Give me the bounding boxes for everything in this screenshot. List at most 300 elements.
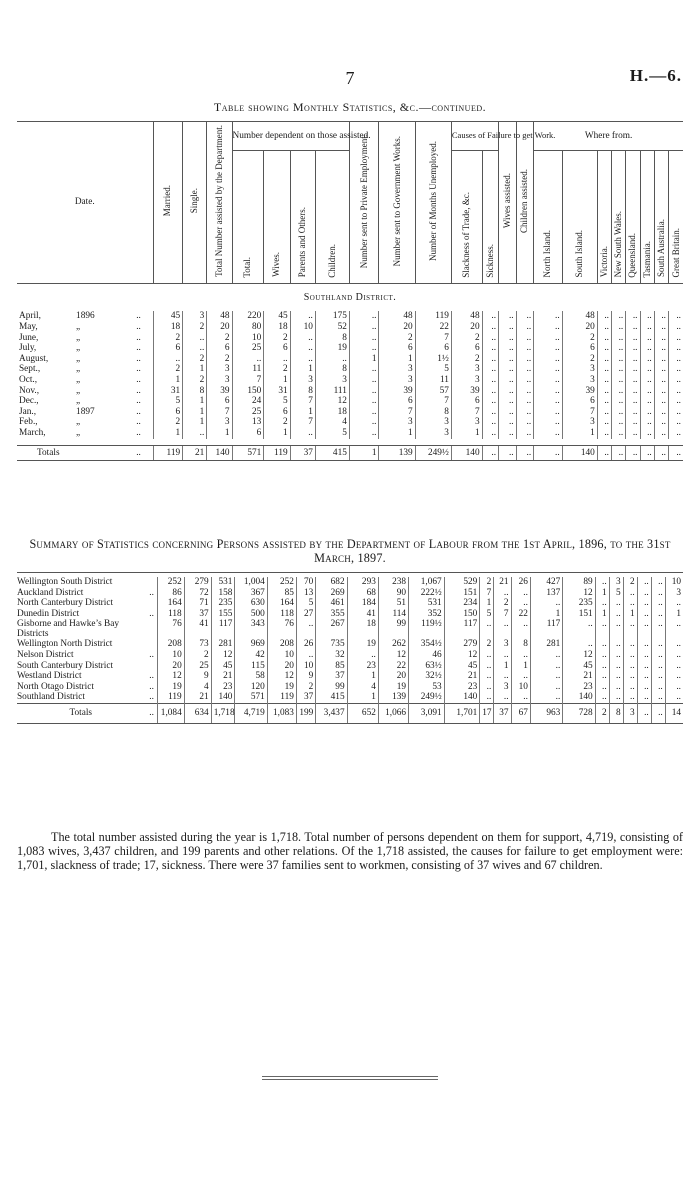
north-cell: .. bbox=[534, 407, 563, 418]
children-cell: 175 bbox=[315, 311, 349, 322]
gb-total-cell: 14 bbox=[665, 703, 683, 723]
table-row bbox=[17, 609, 683, 620]
total-total-cell: 571 bbox=[232, 445, 264, 461]
nsw-cell: .. bbox=[612, 364, 626, 375]
slackness-cell: 117 bbox=[444, 619, 480, 639]
single-cell: 21 bbox=[184, 692, 211, 703]
children-cell: 269 bbox=[316, 588, 347, 599]
wives_assisted-cell: 7 bbox=[494, 609, 511, 620]
parents-cell: .. bbox=[296, 650, 315, 661]
months-cell: 354½ bbox=[409, 639, 445, 650]
qld-cell: .. bbox=[626, 322, 640, 333]
north-cell: .. bbox=[534, 364, 563, 375]
south-cell: 151 bbox=[563, 609, 595, 620]
gb-cell: .. bbox=[669, 386, 683, 397]
private-cell: 1 bbox=[347, 692, 378, 703]
district-name-cell: Southland District bbox=[17, 692, 85, 703]
total-dependent-column-header: Total. bbox=[232, 150, 264, 283]
table-row bbox=[17, 639, 683, 650]
gb-cell: .. bbox=[665, 661, 683, 672]
tas-cell: .. bbox=[637, 598, 651, 609]
tas-cell: .. bbox=[637, 682, 651, 693]
government-cell: 2 bbox=[379, 333, 415, 344]
wives-cell: 164 bbox=[267, 598, 296, 609]
slackness-cell: 48 bbox=[451, 311, 482, 322]
month-cell: Sept., bbox=[19, 364, 41, 375]
government-cell: 20 bbox=[378, 671, 408, 682]
nsw-cell: .. bbox=[609, 682, 623, 693]
where-from-group-header: Where from. bbox=[534, 122, 683, 151]
private-cell: .. bbox=[349, 396, 379, 407]
north-cell: 117 bbox=[530, 619, 562, 639]
leader-dots: .. bbox=[149, 649, 154, 660]
sa-cell: .. bbox=[654, 407, 668, 418]
total-cell: 80 bbox=[232, 322, 264, 333]
parents-cell: 26 bbox=[296, 639, 315, 650]
district-name-cell: Westland District bbox=[17, 671, 82, 682]
parents-cell: 8 bbox=[290, 386, 315, 397]
gb-total-cell: .. bbox=[669, 445, 683, 461]
single-cell: .. bbox=[183, 333, 207, 344]
married-cell: 10 bbox=[157, 650, 184, 661]
children-cell: 267 bbox=[316, 619, 347, 639]
sickness-cell: .. bbox=[480, 671, 494, 682]
wives_assisted-cell: .. bbox=[494, 588, 511, 599]
sa-cell: .. bbox=[651, 588, 665, 599]
private-cell: 1 bbox=[349, 354, 379, 365]
single-total-cell: 634 bbox=[184, 703, 211, 723]
tas-cell: .. bbox=[640, 396, 654, 407]
parents-cell: 13 bbox=[296, 588, 315, 599]
wives-cell: 76 bbox=[267, 619, 296, 639]
slackness-cell: 23 bbox=[444, 682, 480, 693]
leader-dots: .. bbox=[149, 587, 154, 598]
nsw-cell: .. bbox=[609, 661, 623, 672]
married-cell: 2 bbox=[153, 417, 183, 428]
children_assisted-cell: .. bbox=[516, 343, 534, 354]
sickness-cell: 5 bbox=[480, 609, 494, 620]
south-cell: 235 bbox=[563, 598, 595, 609]
sa-cell: .. bbox=[651, 609, 665, 620]
single-cell: 1 bbox=[183, 364, 207, 375]
nsw-cell: .. bbox=[609, 609, 623, 620]
children-cell: 52 bbox=[315, 322, 349, 333]
children-cell: 3 bbox=[315, 375, 349, 386]
slackness-cell: 140 bbox=[444, 692, 480, 703]
children_assisted-cell: .. bbox=[516, 375, 534, 386]
total-cell: 1,004 bbox=[235, 577, 267, 588]
children_assisted-total-cell: 67 bbox=[511, 703, 530, 723]
south-cell: 2 bbox=[562, 333, 597, 344]
north-cell: .. bbox=[534, 354, 563, 365]
wives_assisted-cell: .. bbox=[499, 428, 517, 439]
total_assisted-cell: 531 bbox=[211, 577, 235, 588]
gb-cell: .. bbox=[669, 343, 683, 354]
single-cell: 1 bbox=[183, 417, 207, 428]
married-cell: 19 bbox=[157, 682, 184, 693]
qld-cell: .. bbox=[623, 619, 637, 639]
nsw-total-cell: .. bbox=[612, 445, 626, 461]
children-cell: 8 bbox=[315, 333, 349, 344]
north-cell: .. bbox=[534, 375, 563, 386]
south-cell: 89 bbox=[563, 577, 595, 588]
sa-cell: .. bbox=[651, 661, 665, 672]
married-cell: 18 bbox=[153, 322, 183, 333]
single-cell: 2 bbox=[184, 650, 211, 661]
single-column-header: Single. bbox=[183, 122, 207, 284]
gb-cell: .. bbox=[669, 322, 683, 333]
north-cell: .. bbox=[534, 396, 563, 407]
total-cell: 25 bbox=[232, 343, 264, 354]
slackness-cell: 151 bbox=[444, 588, 480, 599]
wives-cell: 85 bbox=[267, 588, 296, 599]
government-cell: 90 bbox=[378, 588, 408, 599]
year-cell: „ bbox=[76, 343, 81, 354]
children-total-cell: 3,437 bbox=[316, 703, 347, 723]
great-britain-column-header: Great Britain. bbox=[669, 150, 683, 283]
wives_assisted-cell: .. bbox=[499, 311, 517, 322]
sa-cell: .. bbox=[651, 682, 665, 693]
slackness-cell: 150 bbox=[444, 609, 480, 620]
summary-title: Summary of Statistics concerning Persons assisted by the Department of Labour from the 1st April, 1896, to the 31st March, 1897. bbox=[29, 537, 671, 565]
gb-cell: .. bbox=[665, 598, 683, 609]
sickness-cell: .. bbox=[480, 682, 494, 693]
single-cell: 41 bbox=[184, 619, 211, 639]
private-cell: .. bbox=[349, 375, 379, 386]
wives_assisted-cell: .. bbox=[499, 396, 517, 407]
vic-cell: .. bbox=[597, 407, 611, 418]
parents-cell: .. bbox=[290, 343, 315, 354]
gb-cell: 10 bbox=[665, 577, 683, 588]
sickness-cell: .. bbox=[482, 322, 498, 333]
parents-cell: 5 bbox=[296, 598, 315, 609]
tas-cell: .. bbox=[640, 364, 654, 375]
single-cell: 1 bbox=[183, 407, 207, 418]
table-row bbox=[17, 333, 683, 344]
months-cell: 3 bbox=[415, 417, 451, 428]
children-assisted-column-header: Children assisted. bbox=[516, 122, 534, 284]
table-row bbox=[17, 343, 683, 354]
sickness-cell: .. bbox=[480, 661, 494, 672]
south-cell: 23 bbox=[563, 682, 595, 693]
leader-dots: .. bbox=[136, 385, 141, 396]
children_assisted-cell: .. bbox=[516, 417, 534, 428]
vic-cell: .. bbox=[597, 417, 611, 428]
gb-cell: 1 bbox=[665, 609, 683, 620]
sickness-cell: .. bbox=[482, 396, 498, 407]
wives-column-header: Wives. bbox=[264, 150, 290, 283]
month-cell: Dec., bbox=[19, 396, 39, 407]
private-cell: .. bbox=[349, 322, 379, 333]
south-cell: 3 bbox=[562, 375, 597, 386]
private-cell: 19 bbox=[347, 639, 378, 650]
nsw-cell: .. bbox=[612, 311, 626, 322]
married-cell: 164 bbox=[157, 598, 184, 609]
sa-total-cell: .. bbox=[651, 703, 665, 723]
slackness-cell: 3 bbox=[451, 417, 482, 428]
children-cell: 19 bbox=[315, 343, 349, 354]
months-cell: 249½ bbox=[409, 692, 445, 703]
district-name-cell: Auckland District bbox=[17, 587, 84, 598]
nsw-cell: .. bbox=[612, 343, 626, 354]
nsw-cell: .. bbox=[612, 322, 626, 333]
single-cell: 71 bbox=[184, 598, 211, 609]
qld-cell: .. bbox=[626, 407, 640, 418]
nsw-cell: .. bbox=[612, 417, 626, 428]
victoria-column-header: Victoria. bbox=[597, 150, 611, 283]
single-cell: 72 bbox=[184, 588, 211, 599]
tas-cell: .. bbox=[637, 588, 651, 599]
slackness-cell: 234 bbox=[444, 598, 480, 609]
slackness-cell: 6 bbox=[451, 396, 482, 407]
wives_assisted-cell: .. bbox=[499, 375, 517, 386]
gb-cell: .. bbox=[669, 364, 683, 375]
gb-cell: .. bbox=[669, 417, 683, 428]
total-cell: 42 bbox=[235, 650, 267, 661]
single-cell: 73 bbox=[184, 639, 211, 650]
sa-cell: .. bbox=[651, 671, 665, 682]
qld-cell: .. bbox=[626, 375, 640, 386]
parents-cell: .. bbox=[290, 311, 315, 322]
slackness-cell: 2 bbox=[451, 354, 482, 365]
months-cell: 8 bbox=[415, 407, 451, 418]
nsw-cell: .. bbox=[612, 354, 626, 365]
sickness-cell: .. bbox=[482, 428, 498, 439]
parents-column-header: Parents and Others. bbox=[290, 150, 315, 283]
parents-cell: 1 bbox=[290, 364, 315, 375]
south-australia-column-header: South Australia. bbox=[654, 150, 668, 283]
gb-cell: .. bbox=[669, 354, 683, 365]
qld-cell: .. bbox=[623, 661, 637, 672]
tas-cell: .. bbox=[640, 407, 654, 418]
parents-cell: 27 bbox=[296, 609, 315, 620]
total-cell: 115 bbox=[235, 661, 267, 672]
vic-cell: .. bbox=[595, 671, 609, 682]
children-column-header: Children. bbox=[315, 150, 349, 283]
table-row bbox=[17, 682, 683, 693]
north-cell: .. bbox=[530, 661, 562, 672]
married-cell: .. bbox=[153, 354, 183, 365]
total-cell: 571 bbox=[235, 692, 267, 703]
total-cell: 343 bbox=[235, 619, 267, 639]
sa-cell: .. bbox=[654, 396, 668, 407]
year-cell: 1897 bbox=[76, 406, 95, 417]
date-column-header: Date. bbox=[17, 122, 153, 284]
month-cell: August, bbox=[19, 353, 49, 364]
single-cell: 279 bbox=[184, 577, 211, 588]
district-name-cell: Wellington North District bbox=[17, 639, 113, 650]
total_assisted-cell: 235 bbox=[211, 598, 235, 609]
table-row bbox=[17, 671, 683, 682]
married-cell: 2 bbox=[153, 364, 183, 375]
gb-cell: .. bbox=[665, 650, 683, 661]
qld-total-cell: 3 bbox=[623, 703, 637, 723]
table-row bbox=[17, 577, 683, 588]
total_assisted-cell: 3 bbox=[207, 417, 232, 428]
sickness-column-header: Sickness. bbox=[482, 150, 498, 283]
sa-cell: .. bbox=[651, 577, 665, 588]
wives_assisted-cell: .. bbox=[499, 386, 517, 397]
private-cell: .. bbox=[349, 343, 379, 354]
tas-cell: .. bbox=[637, 577, 651, 588]
parents-cell: 2 bbox=[296, 682, 315, 693]
total_assisted-cell: 12 bbox=[211, 650, 235, 661]
parents-cell: 70 bbox=[296, 577, 315, 588]
nsw-cell: .. bbox=[609, 598, 623, 609]
south-cell: 39 bbox=[562, 386, 597, 397]
leader-dots: .. bbox=[136, 375, 141, 385]
months-cell: 531 bbox=[409, 598, 445, 609]
qld-cell: .. bbox=[623, 588, 637, 599]
total_assisted-cell: 7 bbox=[207, 407, 232, 418]
total_assisted-cell: 281 bbox=[211, 639, 235, 650]
parents-cell: 7 bbox=[290, 396, 315, 407]
district-name-cell: Gisborne and Hawke’s Bay Districts bbox=[17, 619, 119, 640]
monthly-statistics-table bbox=[17, 121, 683, 461]
leader-dots: .. bbox=[125, 445, 154, 461]
months-cell: 6 bbox=[415, 343, 451, 354]
tas-total-cell: .. bbox=[637, 703, 651, 723]
vic-cell: 1 bbox=[595, 588, 609, 599]
children-cell: 32 bbox=[316, 650, 347, 661]
nsw-cell: .. bbox=[612, 386, 626, 397]
leader-dots bbox=[146, 639, 157, 650]
vic-cell: .. bbox=[595, 650, 609, 661]
parents-total-cell: 199 bbox=[296, 703, 315, 723]
months-cell: 119½ bbox=[409, 619, 445, 639]
government-cell: 139 bbox=[378, 692, 408, 703]
private-cell: .. bbox=[347, 650, 378, 661]
sa-cell: .. bbox=[654, 375, 668, 386]
single-cell: 3 bbox=[183, 311, 207, 322]
qld-cell: .. bbox=[623, 639, 637, 650]
children_assisted-cell: .. bbox=[516, 311, 534, 322]
total-cell: 150 bbox=[232, 386, 264, 397]
total-cell: 367 bbox=[235, 588, 267, 599]
south-total-cell: 140 bbox=[562, 445, 597, 461]
year-cell: „ bbox=[76, 353, 81, 364]
wives_assisted-total-cell: 37 bbox=[494, 703, 511, 723]
single-cell: 2 bbox=[183, 322, 207, 333]
total-cell: 7 bbox=[232, 375, 264, 386]
single-cell: 2 bbox=[183, 375, 207, 386]
children_assisted-cell: .. bbox=[511, 671, 530, 682]
government-cell: 6 bbox=[379, 396, 415, 407]
wives_assisted-cell: .. bbox=[494, 692, 511, 703]
married-cell: 12 bbox=[157, 671, 184, 682]
nsw-total-cell: 8 bbox=[609, 703, 623, 723]
wives-cell: 18 bbox=[264, 322, 290, 333]
wives-cell: 45 bbox=[264, 311, 290, 322]
government-cell: 51 bbox=[378, 598, 408, 609]
married-cell: 6 bbox=[153, 343, 183, 354]
table-row bbox=[17, 428, 683, 439]
sa-total-cell: .. bbox=[654, 445, 668, 461]
south-cell: 3 bbox=[562, 417, 597, 428]
married-cell: 2 bbox=[153, 333, 183, 344]
table-row bbox=[17, 375, 683, 386]
leader-dots: .. bbox=[136, 353, 141, 364]
vic-cell: .. bbox=[597, 311, 611, 322]
month-cell: Feb., bbox=[19, 417, 38, 428]
year-cell: „ bbox=[76, 375, 81, 385]
government-cell: 262 bbox=[378, 639, 408, 650]
vic-cell: .. bbox=[597, 333, 611, 344]
slackness-total-cell: 140 bbox=[451, 445, 482, 461]
wives_assisted-cell: .. bbox=[499, 407, 517, 418]
government-cell: 1 bbox=[379, 354, 415, 365]
wives_assisted-cell: .. bbox=[499, 322, 517, 333]
married-cell: 31 bbox=[153, 386, 183, 397]
children-cell: 111 bbox=[315, 386, 349, 397]
government-cell: 6 bbox=[379, 343, 415, 354]
tas-cell: .. bbox=[637, 661, 651, 672]
qld-total-cell: .. bbox=[626, 445, 640, 461]
wives-cell: 12 bbox=[267, 671, 296, 682]
total_assisted-cell: 3 bbox=[207, 375, 232, 386]
north-cell: .. bbox=[534, 386, 563, 397]
leader-dots bbox=[146, 577, 157, 588]
sickness-cell: .. bbox=[482, 354, 498, 365]
tas-cell: .. bbox=[640, 354, 654, 365]
leader-dots: .. bbox=[136, 406, 141, 417]
slackness-cell: 20 bbox=[451, 322, 482, 333]
total-assisted-column-header: Total Number assisted by the Department. bbox=[207, 122, 232, 284]
slackness-cell: 12 bbox=[444, 650, 480, 661]
private-cell: .. bbox=[349, 428, 379, 439]
south-cell: 21 bbox=[563, 671, 595, 682]
table-row bbox=[17, 692, 683, 703]
total_assisted-cell: 6 bbox=[207, 343, 232, 354]
south-cell: 6 bbox=[562, 396, 597, 407]
total_assisted-cell: 2 bbox=[207, 354, 232, 365]
government-cell: 3 bbox=[379, 417, 415, 428]
single-cell: 2 bbox=[183, 354, 207, 365]
total_assisted-cell: 23 bbox=[211, 682, 235, 693]
nsw-cell: .. bbox=[612, 375, 626, 386]
table-row bbox=[17, 619, 683, 639]
parents-cell: .. bbox=[290, 333, 315, 344]
tas-cell: .. bbox=[637, 671, 651, 682]
months-cell: 3 bbox=[415, 428, 451, 439]
leader-dots: .. bbox=[136, 396, 141, 407]
year-cell: „ bbox=[76, 332, 81, 343]
months-cell: 1,067 bbox=[409, 577, 445, 588]
sickness-cell: .. bbox=[482, 417, 498, 428]
table-row bbox=[17, 661, 683, 672]
qld-cell: 1 bbox=[623, 609, 637, 620]
year-cell: „ bbox=[76, 322, 81, 333]
district-name-cell: Wellington South District bbox=[17, 577, 113, 587]
children-cell: 461 bbox=[316, 598, 347, 609]
page-number: 7 bbox=[345, 68, 355, 88]
sickness-cell: .. bbox=[482, 311, 498, 322]
private-cell: .. bbox=[349, 407, 379, 418]
government-cell: 12 bbox=[378, 650, 408, 661]
table-row bbox=[17, 311, 683, 322]
slackness-cell: 6 bbox=[451, 343, 482, 354]
total_assisted-cell: 45 bbox=[211, 661, 235, 672]
nsw-cell: 3 bbox=[609, 577, 623, 588]
year-cell: „ bbox=[76, 385, 81, 396]
wives-cell: 2 bbox=[264, 364, 290, 375]
vic-cell: .. bbox=[595, 619, 609, 639]
north-cell: .. bbox=[530, 682, 562, 693]
wives_assisted-cell: .. bbox=[499, 354, 517, 365]
vic-cell: .. bbox=[595, 692, 609, 703]
private-cell: 23 bbox=[347, 661, 378, 672]
government-total-cell: 139 bbox=[379, 445, 415, 461]
